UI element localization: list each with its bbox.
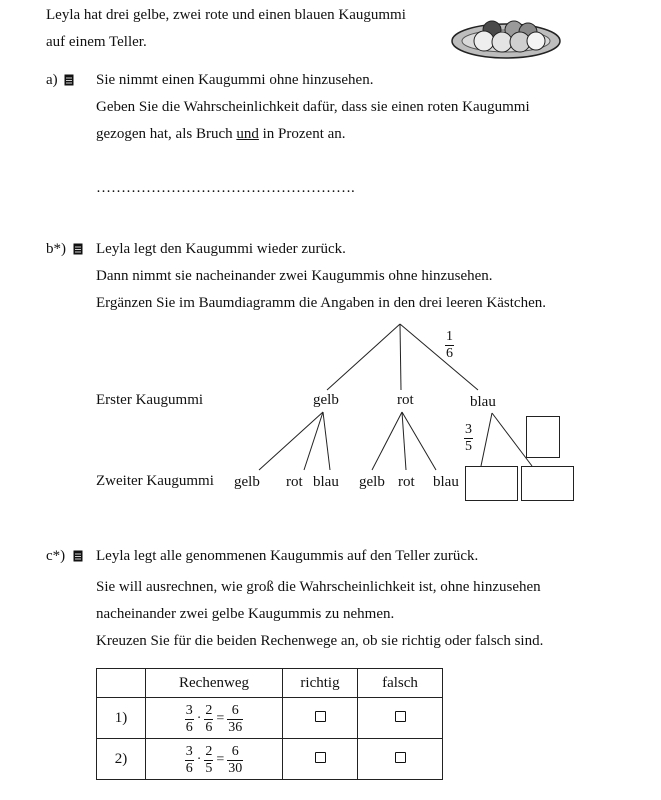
checkbox-richtig[interactable] <box>315 711 326 722</box>
numerator: 6 <box>231 702 239 718</box>
branch-rot-gelb <box>372 412 402 470</box>
table-header-richtig: richtig <box>283 669 358 698</box>
denominator: 6 <box>205 719 213 735</box>
multiply-dot: · <box>196 752 202 767</box>
branch-gelb-rot <box>304 412 323 470</box>
fraction <box>227 745 243 776</box>
table-header-blank <box>97 669 146 698</box>
part-c-line-1: Leyla legt alle genommenen Kaugummis auf den Teller zurück. <box>96 548 479 564</box>
intro-line-2: auf einem Teller. <box>46 34 147 50</box>
part-b-line-2: Dann nimmt sie nacheinander zwei Kaugummis ohne hinzusehen. <box>96 268 493 284</box>
denominator: 30 <box>228 760 243 776</box>
numerator: 2 <box>205 743 213 759</box>
row-label: 2) <box>97 739 146 780</box>
calculation-table <box>96 668 443 780</box>
tree-leaf-rot-gelb: gelb <box>359 474 385 490</box>
answer-box-leaf-1[interactable] <box>465 466 518 501</box>
prob-blau-gelb-fraction <box>464 423 473 454</box>
tree-leaf-rot-blau: blau <box>433 474 459 490</box>
branch-root-gelb <box>327 324 400 390</box>
prob-blau-denominator: 6 <box>446 346 453 361</box>
part-c-line-3: nacheinander zwei gelbe Kaugummis zu nehmen. <box>96 606 395 622</box>
multiply-dot: · <box>196 711 202 726</box>
prob-blau-fraction <box>445 330 454 361</box>
table-row <box>97 739 443 780</box>
part-a-line-3 <box>96 126 346 143</box>
tree-leaf-rot-rot: rot <box>398 474 415 490</box>
tree-node-rot: rot <box>397 392 414 408</box>
fraction <box>204 704 213 735</box>
prob-blau-gelb-denominator: 5 <box>465 439 472 454</box>
branch-gelb-gelb <box>259 412 323 470</box>
tree-leaf-gelb-rot: rot <box>286 474 303 490</box>
part-b-line-3: Ergänzen Sie im Baumdiagramm die Angaben in den drei leeren Kästchen. <box>96 295 546 311</box>
tree-row-label-first: Erster Kaugummi <box>96 392 204 408</box>
tree-leaf-gelb-blau: blau <box>313 474 339 490</box>
part-a-line-2: Geben Sie die Wahrscheinlichkeit dafür, dass sie einen roten Kaugummi <box>96 99 530 115</box>
tree-node-blau: blau <box>470 394 496 410</box>
prob-blau-gelb-numerator: 3 <box>465 422 472 437</box>
gum-plate-illustration <box>450 14 562 60</box>
document-icon <box>73 243 83 255</box>
table-header-falsch: falsch <box>358 669 443 698</box>
richtig-cell <box>283 739 358 780</box>
equation <box>185 745 244 776</box>
numerator: 2 <box>205 702 213 718</box>
fraction <box>204 745 213 776</box>
calculation-cell <box>146 739 283 780</box>
document-icon <box>73 550 83 562</box>
falsch-cell <box>358 739 443 780</box>
part-a-label: a) <box>46 72 58 88</box>
part-a-line-3-end: in Prozent an. <box>258 126 346 142</box>
branch-rot-blau <box>402 412 436 470</box>
tree-node-gelb: gelb <box>313 392 339 408</box>
table-header-rechenweg: Rechenweg <box>146 669 283 698</box>
fraction <box>185 704 194 735</box>
branch-root-rot <box>400 324 401 390</box>
denominator: 6 <box>185 719 193 735</box>
branch-root-blau <box>400 324 478 390</box>
part-c-label: c*) <box>46 548 66 564</box>
branch-gelb-blau <box>323 412 330 470</box>
part-c-line-4: Kreuzen Sie für die beiden Rechenwege an, ob sie richtig oder falsch sind. <box>96 633 544 649</box>
checkbox-falsch[interactable] <box>395 711 406 722</box>
document-icon <box>64 74 74 86</box>
part-a-line-1: Sie nimmt einen Kaugummi ohne hinzusehen. <box>96 72 374 88</box>
falsch-cell <box>358 698 443 739</box>
part-a-und-underlined: und <box>236 126 259 142</box>
equation <box>185 704 244 735</box>
fraction <box>185 745 194 776</box>
part-c-line-2: Sie will ausrechnen, wie groß die Wahrscheinlichkeit ist, ohne hinzusehen <box>96 579 541 595</box>
numerator: 3 <box>185 702 193 718</box>
intro-line-1: Leyla hat drei gelbe, zwei rote und einen blauen Kaugummi <box>46 7 406 23</box>
answer-box-probability[interactable] <box>526 416 560 458</box>
part-a-line-3-start: gezogen hat, als Bruch <box>96 126 237 142</box>
branch-blau-gelb <box>481 413 492 466</box>
branch-rot-rot <box>402 412 406 470</box>
fraction <box>227 704 243 735</box>
denominator: 5 <box>205 760 213 776</box>
part-b-line-1: Leyla legt den Kaugummi wieder zurück. <box>96 241 346 257</box>
denominator: 6 <box>185 760 193 776</box>
numerator: 6 <box>231 743 239 759</box>
numerator: 3 <box>185 743 193 759</box>
calculation-cell <box>146 698 283 739</box>
part-b-label: b*) <box>46 241 66 257</box>
tree-row-label-second: Zweiter Kaugummi <box>96 473 214 489</box>
richtig-cell <box>283 698 358 739</box>
checkbox-richtig[interactable] <box>315 752 326 763</box>
checkbox-falsch[interactable] <box>395 752 406 763</box>
denominator: 36 <box>228 719 243 735</box>
row-label: 1) <box>97 698 146 739</box>
part-a-answer-line[interactable]: ……………………………………………. <box>96 180 355 196</box>
table-row <box>97 698 443 739</box>
equals-sign: = <box>216 711 225 726</box>
answer-box-leaf-2[interactable] <box>521 466 574 501</box>
tree-leaf-gelb-gelb: gelb <box>234 474 260 490</box>
equals-sign: = <box>216 752 225 767</box>
prob-blau-numerator: 1 <box>446 329 453 344</box>
table-header-row <box>97 669 443 698</box>
